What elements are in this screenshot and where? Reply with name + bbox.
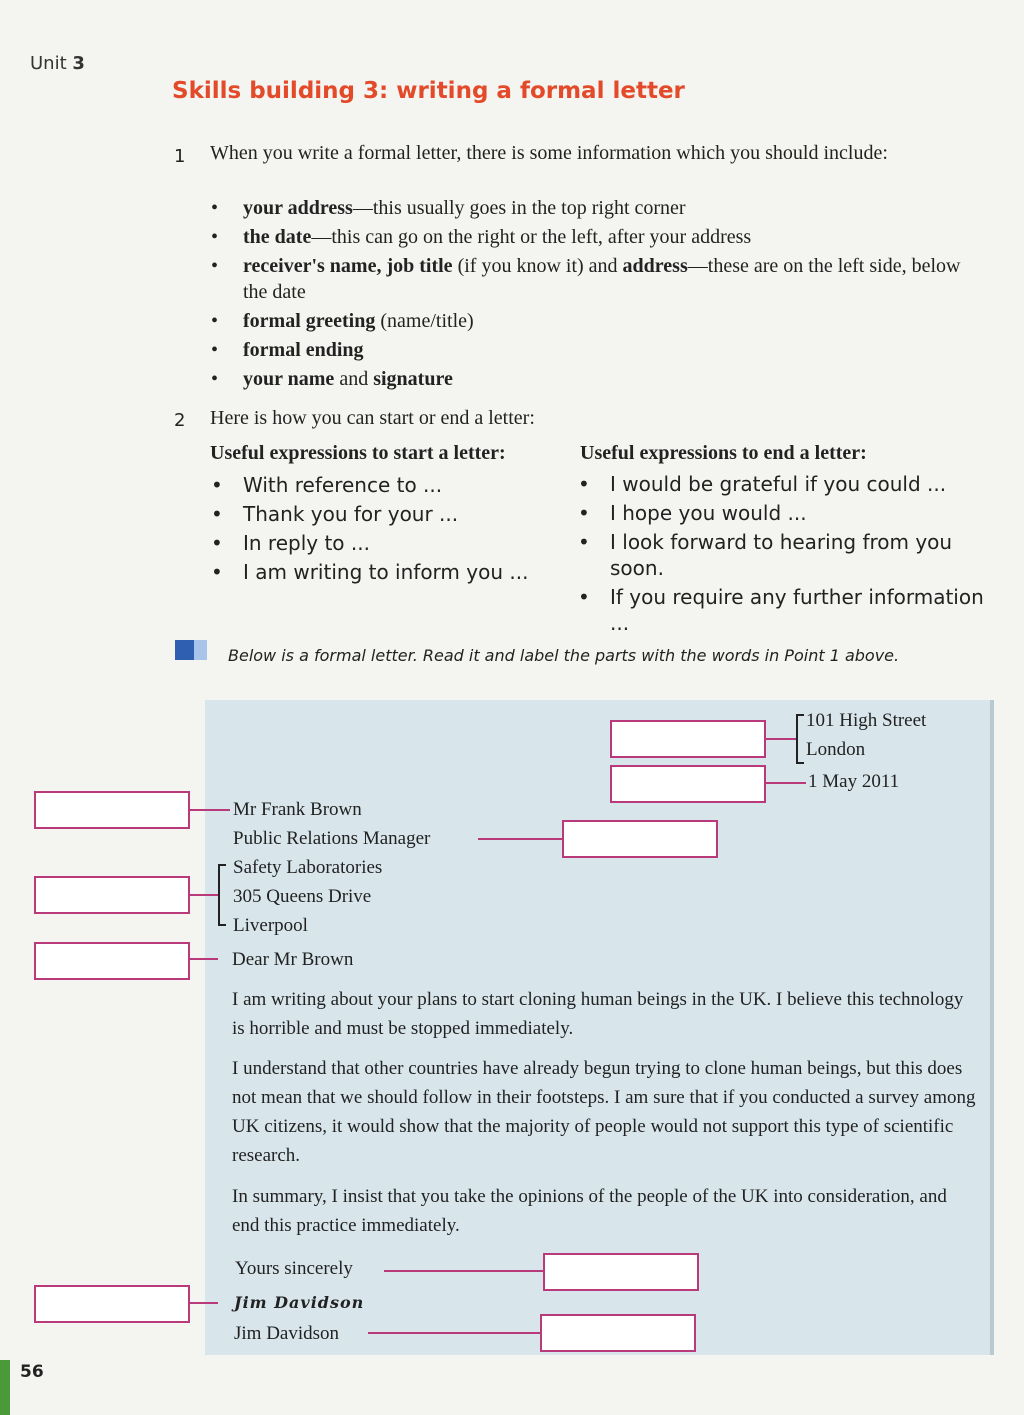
label-box-recipient-address[interactable] xyxy=(34,876,190,914)
label-box-date[interactable] xyxy=(610,765,766,803)
list-item: • your address—this usually goes in the top right corner xyxy=(211,195,986,221)
recipient-address-line-2: 305 Queens Drive xyxy=(233,886,372,907)
label-line xyxy=(764,782,806,784)
list-item: • I am writing to inform you ... xyxy=(211,559,571,585)
exercise-icon xyxy=(175,640,207,660)
label-box-address[interactable] xyxy=(610,720,766,758)
letter-paragraph: I understand that other countries have already begun trying to clone human beings, but this does not mean that we should follow in their footsteps. I am sure that if you conducted a survey among UK citizens, it would show that the majority of people would not support this type of scientific research. xyxy=(232,1058,976,1166)
letter-closing: Yours sincerely xyxy=(235,1258,353,1279)
recipient-address-line-3: Liverpool xyxy=(233,915,308,936)
recipient-address-line-1: Safety Laboratories xyxy=(233,857,383,878)
page-number: 56 xyxy=(20,1362,44,1382)
label-line xyxy=(764,738,796,740)
list-item: • I would be grateful if you could ... xyxy=(578,471,998,497)
label-box-closing[interactable] xyxy=(543,1253,699,1291)
label-line xyxy=(188,958,218,960)
point-1-number: 1 xyxy=(174,146,186,167)
recipient-address-bracket xyxy=(218,864,220,926)
recipient-name: Mr Frank Brown xyxy=(233,799,362,820)
list-item: • formal greeting (name/title) xyxy=(211,308,986,334)
point-1-list xyxy=(211,195,986,395)
list-item: • receiver's name, job title (if you know it) and address—these are on the left side, below the date xyxy=(211,253,986,305)
label-box-recipient-name[interactable] xyxy=(34,791,190,829)
list-item: • I hope you would ... xyxy=(578,500,998,526)
letter-greeting: Dear Mr Brown xyxy=(232,949,354,970)
address-bracket-top xyxy=(796,714,804,716)
label-line xyxy=(478,838,562,840)
recipient-bracket-bottom xyxy=(218,924,226,926)
end-expressions-list xyxy=(578,471,998,639)
letter-paragraph: I am writing about your plans to start cloning human beings in the UK. I believe this technology is horrible and must be stopped immediately. xyxy=(232,989,964,1039)
letter-paragraph: In summary, I insist that you take the opinions of the people of the UK into consideration, and end this practice immediately. xyxy=(232,1186,947,1236)
point-2-number: 2 xyxy=(174,410,186,431)
label-box-job-title[interactable] xyxy=(562,820,718,858)
sender-address-line-2: London xyxy=(806,739,866,760)
exercise-instruction: Below is a formal letter. Read it and label the parts with the words in Point 1 above. xyxy=(228,646,900,665)
label-line xyxy=(384,1270,543,1272)
label-line xyxy=(188,809,230,811)
list-item: • With reference to ... xyxy=(211,472,571,498)
list-item: • In reply to ... xyxy=(211,530,571,556)
list-item: • your name and signature xyxy=(211,366,986,392)
point-1-intro: When you write a formal letter, there is some information which you should include: xyxy=(210,142,888,164)
list-item: • I look forward to hearing from you soon. xyxy=(578,529,998,581)
label-box-greeting[interactable] xyxy=(34,942,190,980)
letter-signature: Jim Davidson xyxy=(234,1293,365,1312)
list-item: • formal ending xyxy=(211,337,986,363)
end-expressions-heading: Useful expressions to end a letter: xyxy=(580,442,867,464)
list-item: • If you require any further information ... xyxy=(578,584,998,636)
recipient-job-title: Public Relations Manager xyxy=(233,828,431,849)
address-bracket xyxy=(796,714,798,764)
label-line xyxy=(188,1302,218,1304)
label-line xyxy=(188,894,218,896)
page-title: Skills building 3: writing a formal letter xyxy=(172,78,685,104)
point-2-intro: Here is how you can start or end a letter: xyxy=(210,407,535,429)
recipient-bracket-top xyxy=(218,864,226,866)
start-expressions-list xyxy=(211,472,571,588)
letter-date: 1 May 2011 xyxy=(808,771,900,792)
start-expressions-heading: Useful expressions to start a letter: xyxy=(210,442,506,464)
label-line xyxy=(368,1332,540,1334)
letter-sender-name: Jim Davidson xyxy=(234,1323,340,1344)
unit-label: Unit 3 xyxy=(30,53,85,74)
list-item: • Thank you for your ... xyxy=(211,501,571,527)
label-box-signature[interactable] xyxy=(34,1285,190,1323)
sender-address-line-1: 101 High Street xyxy=(806,710,927,731)
page-edge-bar xyxy=(0,1360,10,1415)
address-bracket-bottom xyxy=(796,762,804,764)
list-item: • the date—this can go on the right or the left, after your address xyxy=(211,224,986,250)
label-box-name[interactable] xyxy=(540,1314,696,1352)
